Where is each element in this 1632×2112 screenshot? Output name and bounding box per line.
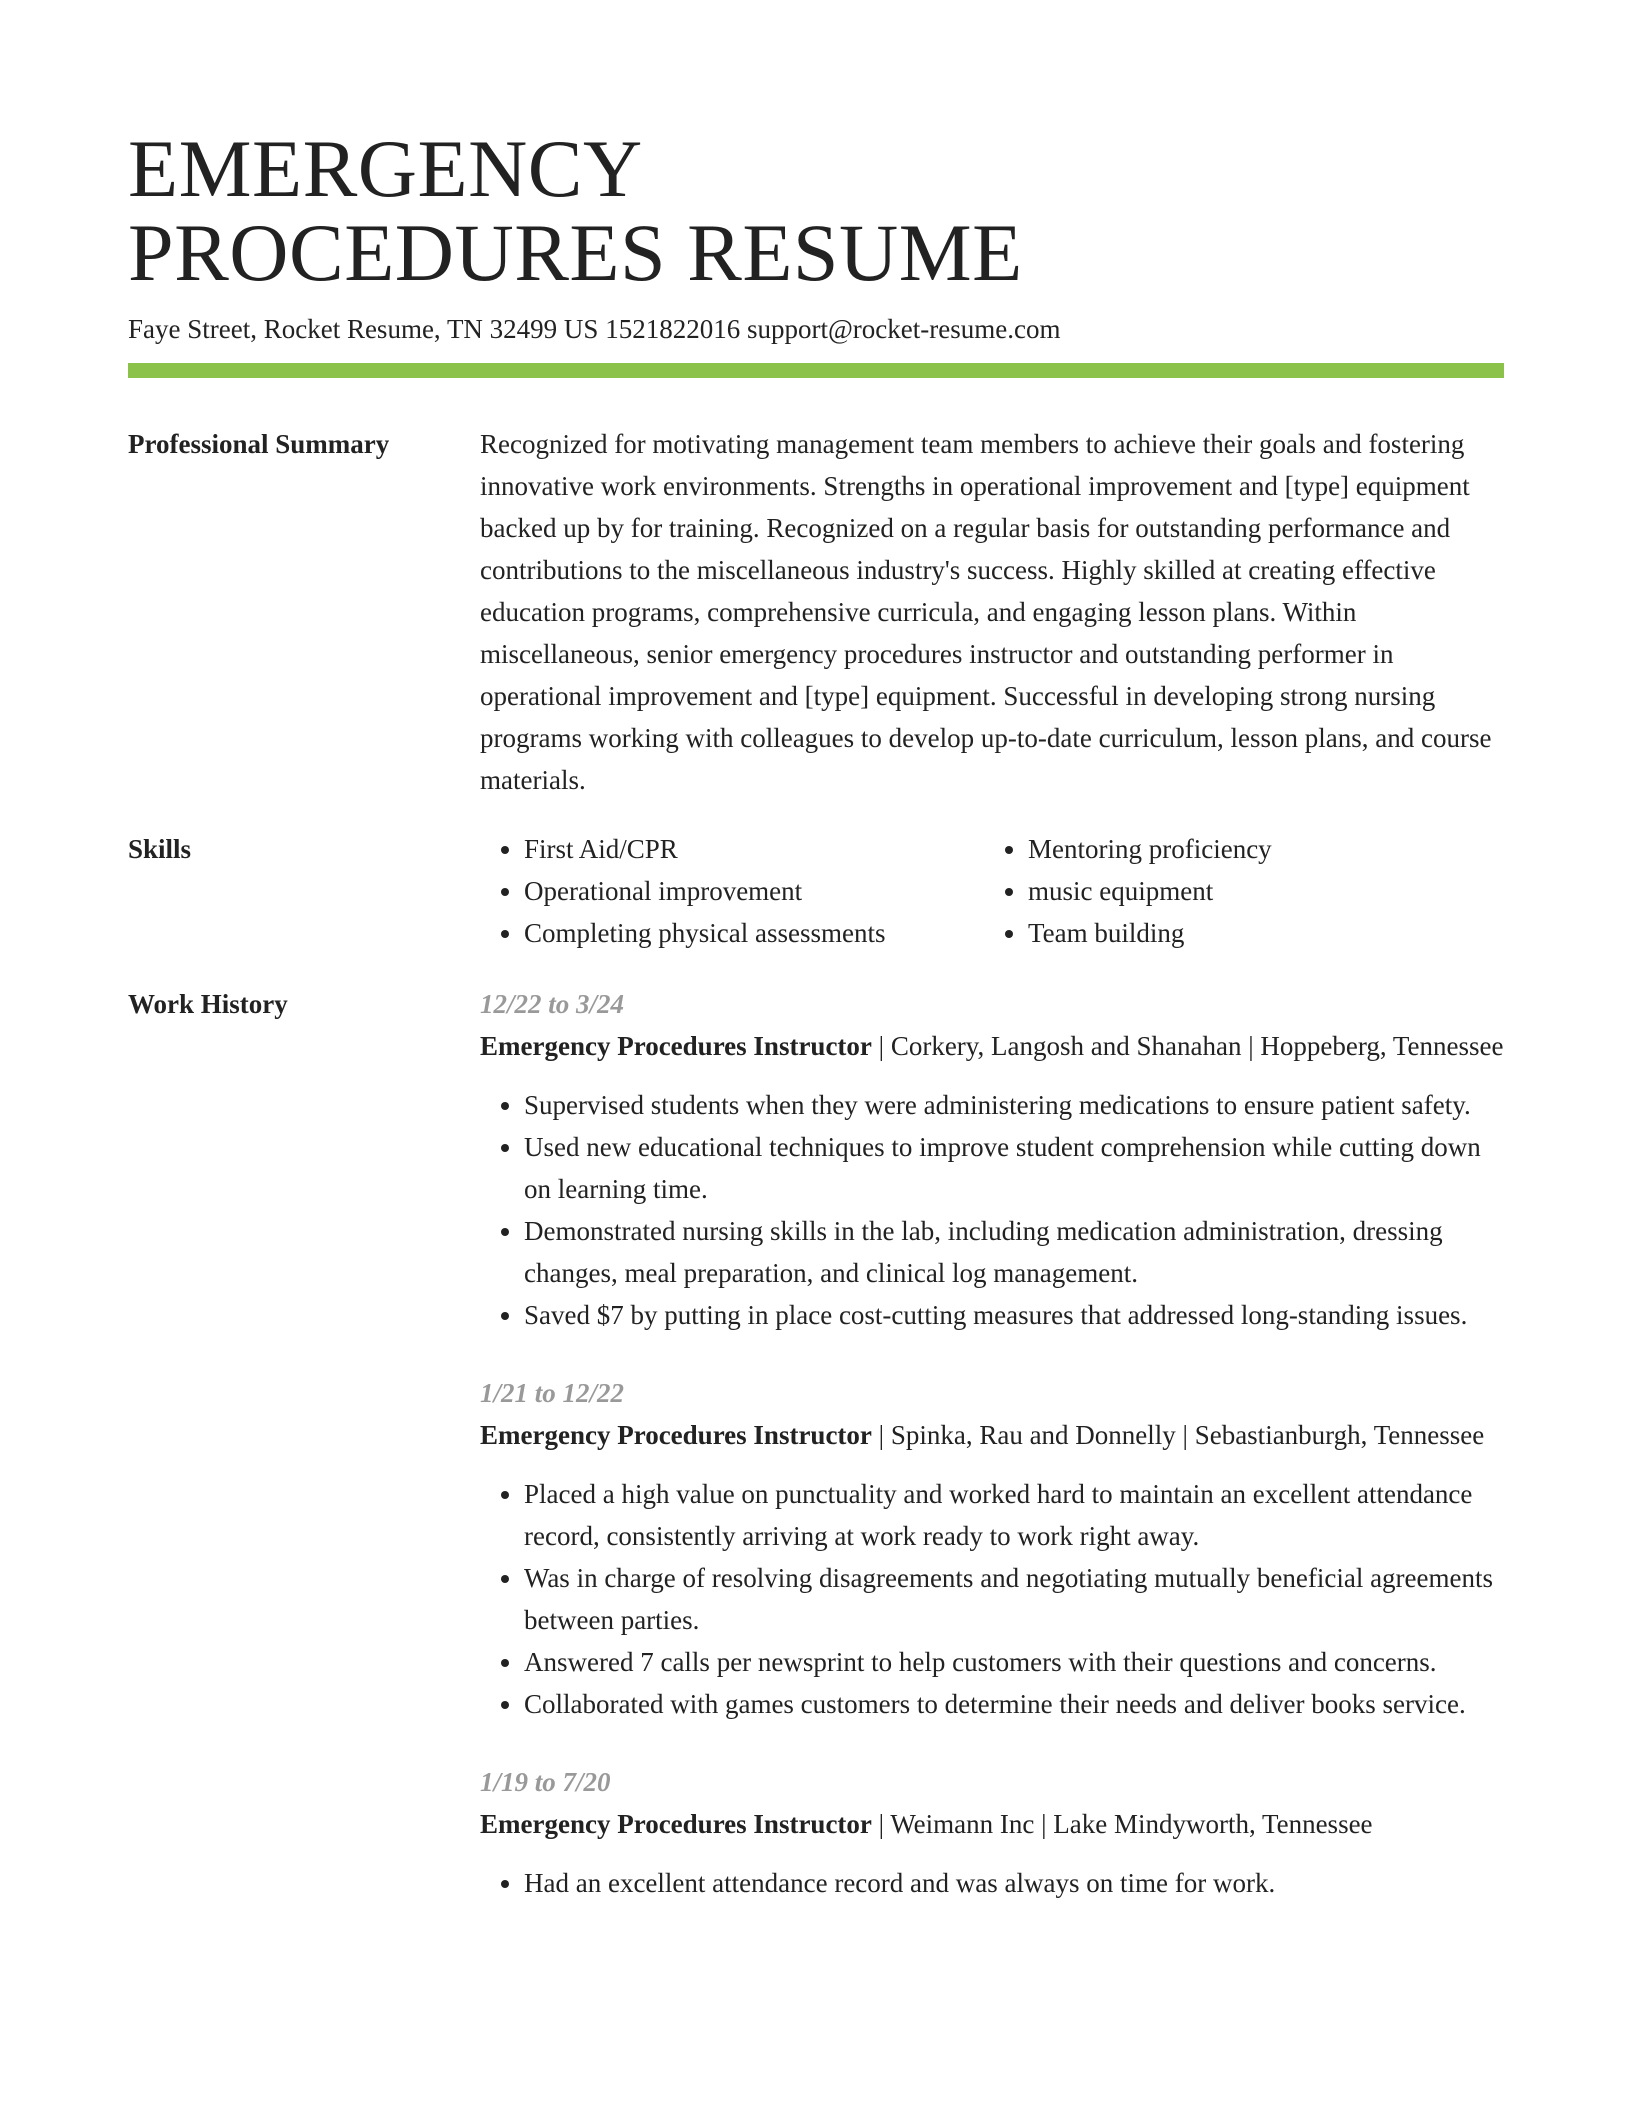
skill-item: • music equipment <box>1028 870 1272 912</box>
job-dates: 12/22 to 3/24 <box>480 989 625 1019</box>
summary-text: Recognized for motivating management team members to achieve their goals and fostering innovative work environments. Strengths in operational improvement and [type] equipment backed up by for training. Recognized on a regular basis for outstanding performance and contributions to the miscellaneous industry's success. Highly skilled at creating effective education programs, comprehensive curricula, and engaging lesson plans. Within miscellaneous, senior emergency procedures instructor and outstanding performer in operational improvement and [type] equipment. Successful in developing strong nursing programs working with colleagues to develop up-to-date curriculum, lesson plans, and course materials. <box>480 429 1492 795</box>
accent-divider <box>128 363 1504 378</box>
job-title: Emergency Procedures Instructor <box>480 1809 872 1839</box>
job-entry <box>480 983 1504 1336</box>
job-details: | Weimann Inc | Lake Mindyworth, Tennessee <box>871 1809 1373 1839</box>
job-title: Emergency Procedures Instructor <box>480 1031 872 1061</box>
job-bullet: • Had an excellent attendance record and was always on time for work. <box>524 1862 1504 1904</box>
job-bullet: • Was in charge of resolving disagreements and negotiating mutually beneficial agreements between parties. <box>524 1557 1504 1641</box>
skills-section <box>128 833 1504 954</box>
skills-heading: Skills <box>128 834 192 864</box>
job-bullet: • Answered 7 calls per newsprint to help customers with their questions and concerns. <box>524 1641 1504 1683</box>
job-dates: 1/21 to 12/22 <box>480 1378 625 1408</box>
skill-item: • Operational improvement <box>524 870 984 912</box>
job-heading <box>480 1414 1504 1456</box>
skills-column-2 <box>984 828 1272 954</box>
work-history-heading: Work History <box>128 989 288 1019</box>
summary-section <box>128 428 1504 801</box>
job-bullets <box>480 1473 1504 1725</box>
resume-page <box>128 0 1504 1940</box>
work-history-section <box>128 988 1504 1940</box>
job-dates: 1/19 to 7/20 <box>480 1767 611 1797</box>
job-bullet: • Collaborated with games customers to determine their needs and deliver books service. <box>524 1683 1504 1725</box>
skills-column-1 <box>480 828 984 954</box>
job-bullets <box>480 1862 1504 1904</box>
contact-line: Faye Street, Rocket Resume, TN 32499 US 1521822016 support@rocket-resume.com <box>128 314 1061 344</box>
job-title: Emergency Procedures Instructor <box>480 1420 872 1450</box>
job-bullet: • Used new educational techniques to improve student comprehension while cutting down on learning time. <box>524 1126 1504 1210</box>
skill-item: • Mentoring proficiency <box>1028 828 1272 870</box>
skill-item: • Team building <box>1028 912 1272 954</box>
name-line-2: PROCEDURES RESUME <box>128 207 1023 298</box>
job-bullets <box>480 1084 1504 1336</box>
job-entry <box>480 1372 1504 1725</box>
skill-item: • Completing physical assessments <box>524 912 984 954</box>
job-bullet: • Supervised students when they were administering medications to ensure patient safety. <box>524 1084 1504 1126</box>
job-details: | Spinka, Rau and Donnelly | Sebastianburgh, Tennessee <box>871 1420 1485 1450</box>
summary-heading: Professional Summary <box>128 429 390 459</box>
job-details: | Corkery, Langosh and Shanahan | Hoppeberg, Tennessee <box>871 1031 1504 1061</box>
job-bullet: • Demonstrated nursing skills in the lab, including medication administration, dressing changes, meal preparation, and clinical log management. <box>524 1210 1504 1294</box>
job-bullet: • Saved $7 by putting in place cost-cutting measures that addressed long-standing issues. <box>524 1294 1504 1336</box>
skills-grid <box>480 828 1504 954</box>
skill-item: • First Aid/CPR <box>524 828 984 870</box>
job-entry <box>480 1761 1504 1904</box>
name-line-1: EMERGENCY <box>128 123 643 214</box>
job-heading <box>480 1025 1504 1067</box>
resume-name <box>128 0 1504 298</box>
job-bullet: • Placed a high value on punctuality and worked hard to maintain an excellent attendance record, consistently arriving at work ready to work right away. <box>524 1473 1504 1557</box>
job-heading <box>480 1803 1504 1845</box>
